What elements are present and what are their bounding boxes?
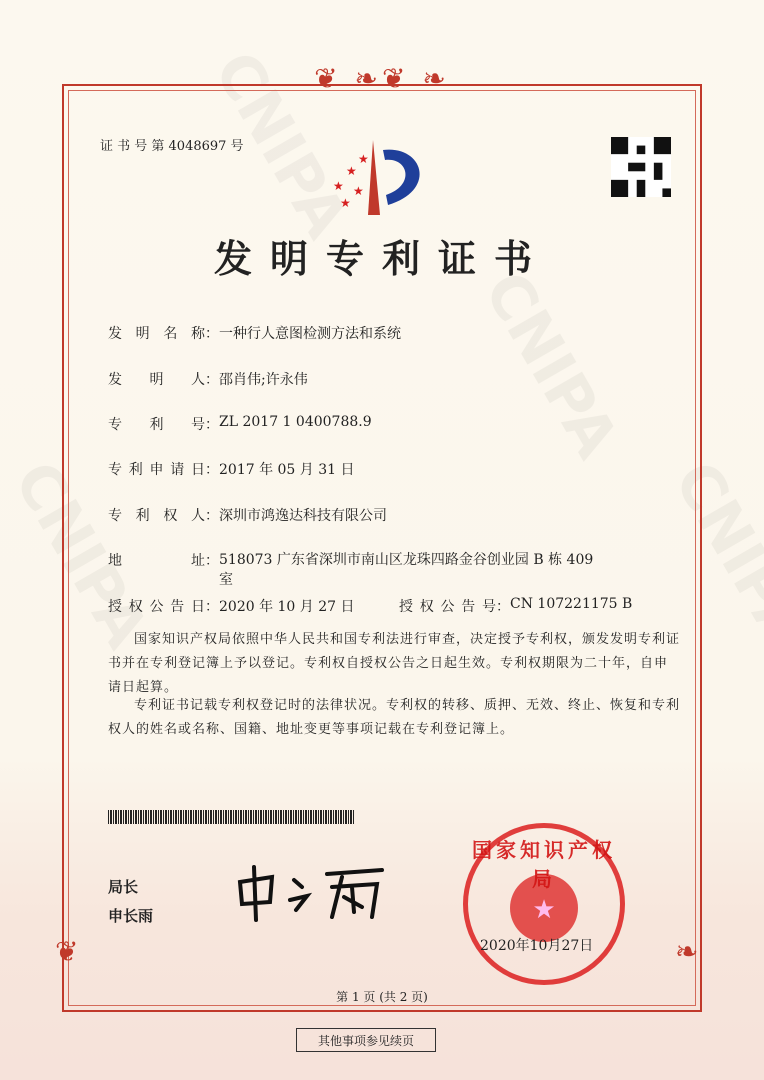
field-label: 地 址 bbox=[108, 553, 205, 569]
field-label: 专 利 权 人 bbox=[108, 508, 205, 524]
certificate-number: 证 书 号 第 4048697 号 bbox=[100, 139, 244, 154]
cnipa-logo bbox=[328, 135, 438, 220]
field-value: CN 107221175 B bbox=[510, 596, 633, 612]
svg-text:★: ★ bbox=[333, 179, 344, 193]
qr-code bbox=[611, 137, 671, 197]
continuation-note: 其他事项参见续页 bbox=[296, 1028, 436, 1052]
statement-paragraph: 国家知识产权局依照中华人民共和国专利法进行审查，决定授予专利权，颁发发明专利证书并在专利登记簿上予以登记。专利权自授权公告之日起生效。专利权期限为二十年，自申请日起算。 bbox=[108, 632, 681, 695]
official-seal bbox=[463, 823, 625, 985]
field-value: ZL 2017 1 0400788.9 bbox=[219, 414, 372, 430]
field-value: 2017 年 05 月 31 日 bbox=[219, 462, 355, 478]
top-ornament: ❦ ❧❦ ❧ bbox=[314, 62, 450, 95]
field-patent-number: 专 利 号 ： ZL 2017 1 0400788.9 bbox=[108, 414, 609, 434]
barcode bbox=[108, 810, 354, 824]
page-info: 第 1 页 (共 2 页) bbox=[336, 990, 428, 1004]
seal-text: 国家知识产权局 bbox=[472, 838, 616, 891]
director-name: 申长雨 bbox=[108, 907, 154, 925]
field-grant-date: 授 权 公 告 日 ： 2020 年 10 月 27 日 授 权 公 告 号 ： CN 107221175 B bbox=[108, 596, 633, 615]
page-title: 发明专利证书 bbox=[213, 237, 550, 281]
director-signature bbox=[232, 862, 392, 924]
field-invention-name: 发 明 名 称 ： 一种行人意图检测方法和系统 bbox=[108, 323, 609, 343]
statement-paragraph: 专利证书记载专利权登记时的法律状况。专利权的转移、质押、无效、终止、恢复和专利权人的姓名或名称、国籍、地址变更等事项记载在专利登记簿上。 bbox=[108, 698, 681, 737]
director-title: 局长 bbox=[108, 878, 139, 896]
corner-ornament-left: ❦ bbox=[55, 935, 79, 968]
field-label: 授 权 公 告 日 bbox=[108, 599, 205, 615]
field-value: 邵肖伟;许永伟 bbox=[219, 372, 308, 388]
svg-text:★: ★ bbox=[532, 895, 556, 925]
svg-text:★: ★ bbox=[353, 184, 364, 198]
field-value: 一种行人意图检测方法和系统 bbox=[219, 326, 401, 342]
field-label: 发 明 人 bbox=[108, 372, 205, 388]
svg-text:★: ★ bbox=[358, 152, 369, 166]
field-label: 专 利 申 请 日 bbox=[108, 462, 205, 478]
svg-text:★: ★ bbox=[346, 164, 357, 178]
corner-ornament-right: ❧ bbox=[675, 935, 699, 968]
field-inventors: 发 明 人 ： 邵肖伟;许永伟 bbox=[108, 369, 609, 389]
field-value: 2020 年 10 月 27 日 bbox=[219, 599, 355, 615]
field-address: 地 址 ： 518073 广东省深圳市南山区龙珠四路金谷创业园 B 栋 409 室 bbox=[108, 550, 599, 590]
field-patentee: 专 利 权 人 ： 深圳市鸿逸达科技有限公司 bbox=[108, 505, 609, 525]
field-label: 授 权 公 告 号 bbox=[399, 599, 496, 615]
field-value: 深圳市鸿逸达科技有限公司 bbox=[219, 508, 387, 524]
field-value: 518073 广东省深圳市南山区龙珠四路金谷创业园 B 栋 409 室 bbox=[219, 552, 594, 588]
field-application-date: 专 利 申 请 日 ： 2017 年 05 月 31 日 bbox=[108, 459, 609, 479]
field-label: 专 利 号 bbox=[108, 417, 205, 433]
svg-text:★: ★ bbox=[340, 196, 351, 210]
seal-date: 2020年10月27日 bbox=[480, 938, 594, 954]
field-label: 发 明 名 称 bbox=[108, 326, 205, 342]
